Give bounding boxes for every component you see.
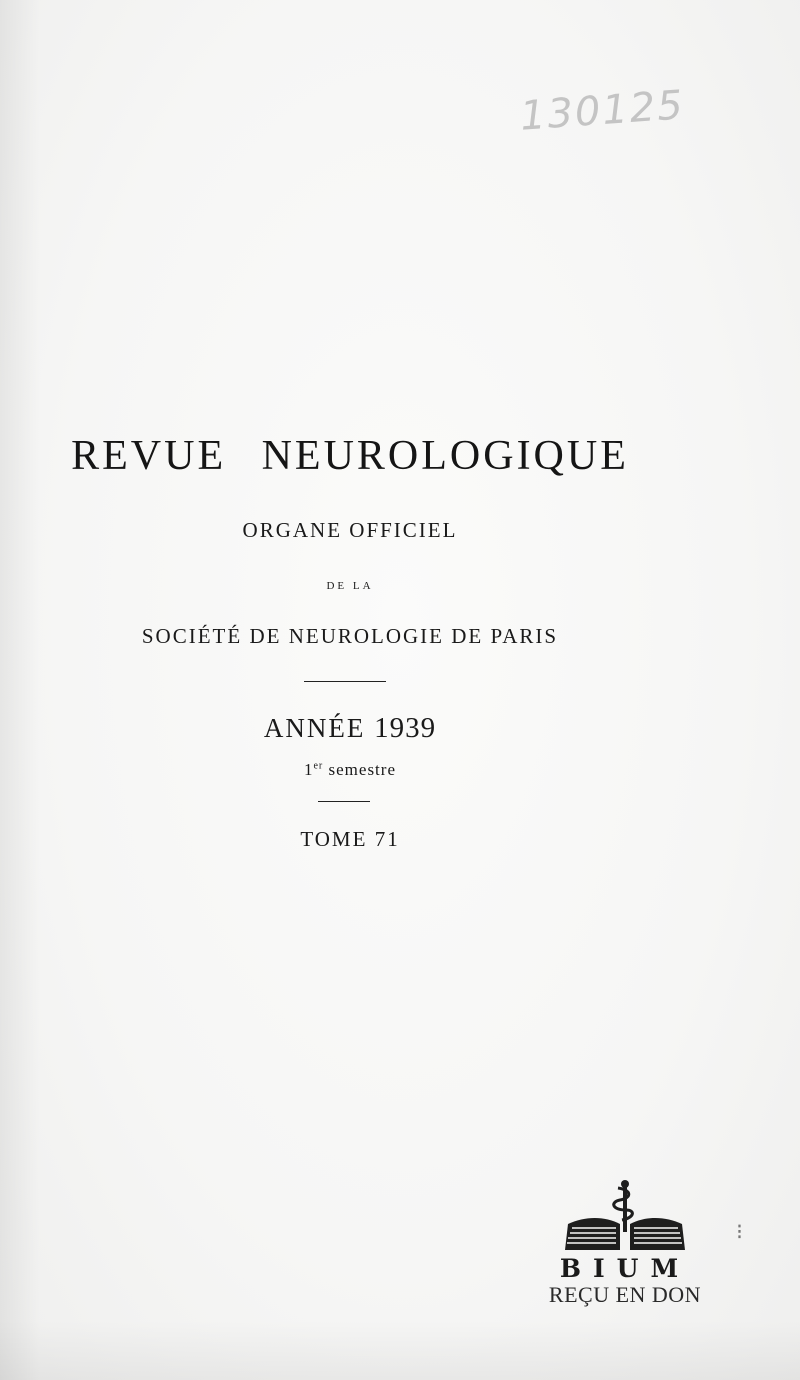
- ink-speck: ⁝: [736, 1220, 743, 1245]
- year-label: ANNÉE: [263, 713, 366, 743]
- stamp-acronym: BIUM: [559, 1254, 691, 1283]
- semester-line: [150, 760, 550, 780]
- tome-label: TOME: [300, 827, 368, 851]
- page-edge-shadow: [0, 0, 40, 1380]
- tome-number: 71: [374, 827, 400, 851]
- year-line: [100, 712, 600, 745]
- open-book-caduceus-icon: [560, 1180, 690, 1255]
- tome-line: [100, 827, 600, 852]
- divider-rule: [318, 801, 370, 802]
- semester-label: semestre: [328, 760, 396, 779]
- journal-title: REVUE NEUROLOGIQUE: [71, 433, 629, 479]
- page-bottom-shadow: [0, 1320, 800, 1380]
- society-name: SOCIÉTÉ DE NEUROLOGIE DE PARIS: [141, 624, 559, 648]
- stamp-caption: REÇU EN DON: [548, 1282, 702, 1307]
- pencil-shelf-mark: 130125: [518, 82, 687, 140]
- journal-subtitle: ORGANE OFFICIEL: [242, 518, 458, 542]
- divider-rule: [304, 681, 386, 682]
- library-stamp: [530, 1180, 720, 1310]
- semester-number: 1: [303, 760, 314, 779]
- year-value: 1939: [374, 712, 437, 744]
- semester-suffix: er: [313, 760, 324, 772]
- connector-text: DE LA: [326, 580, 374, 592]
